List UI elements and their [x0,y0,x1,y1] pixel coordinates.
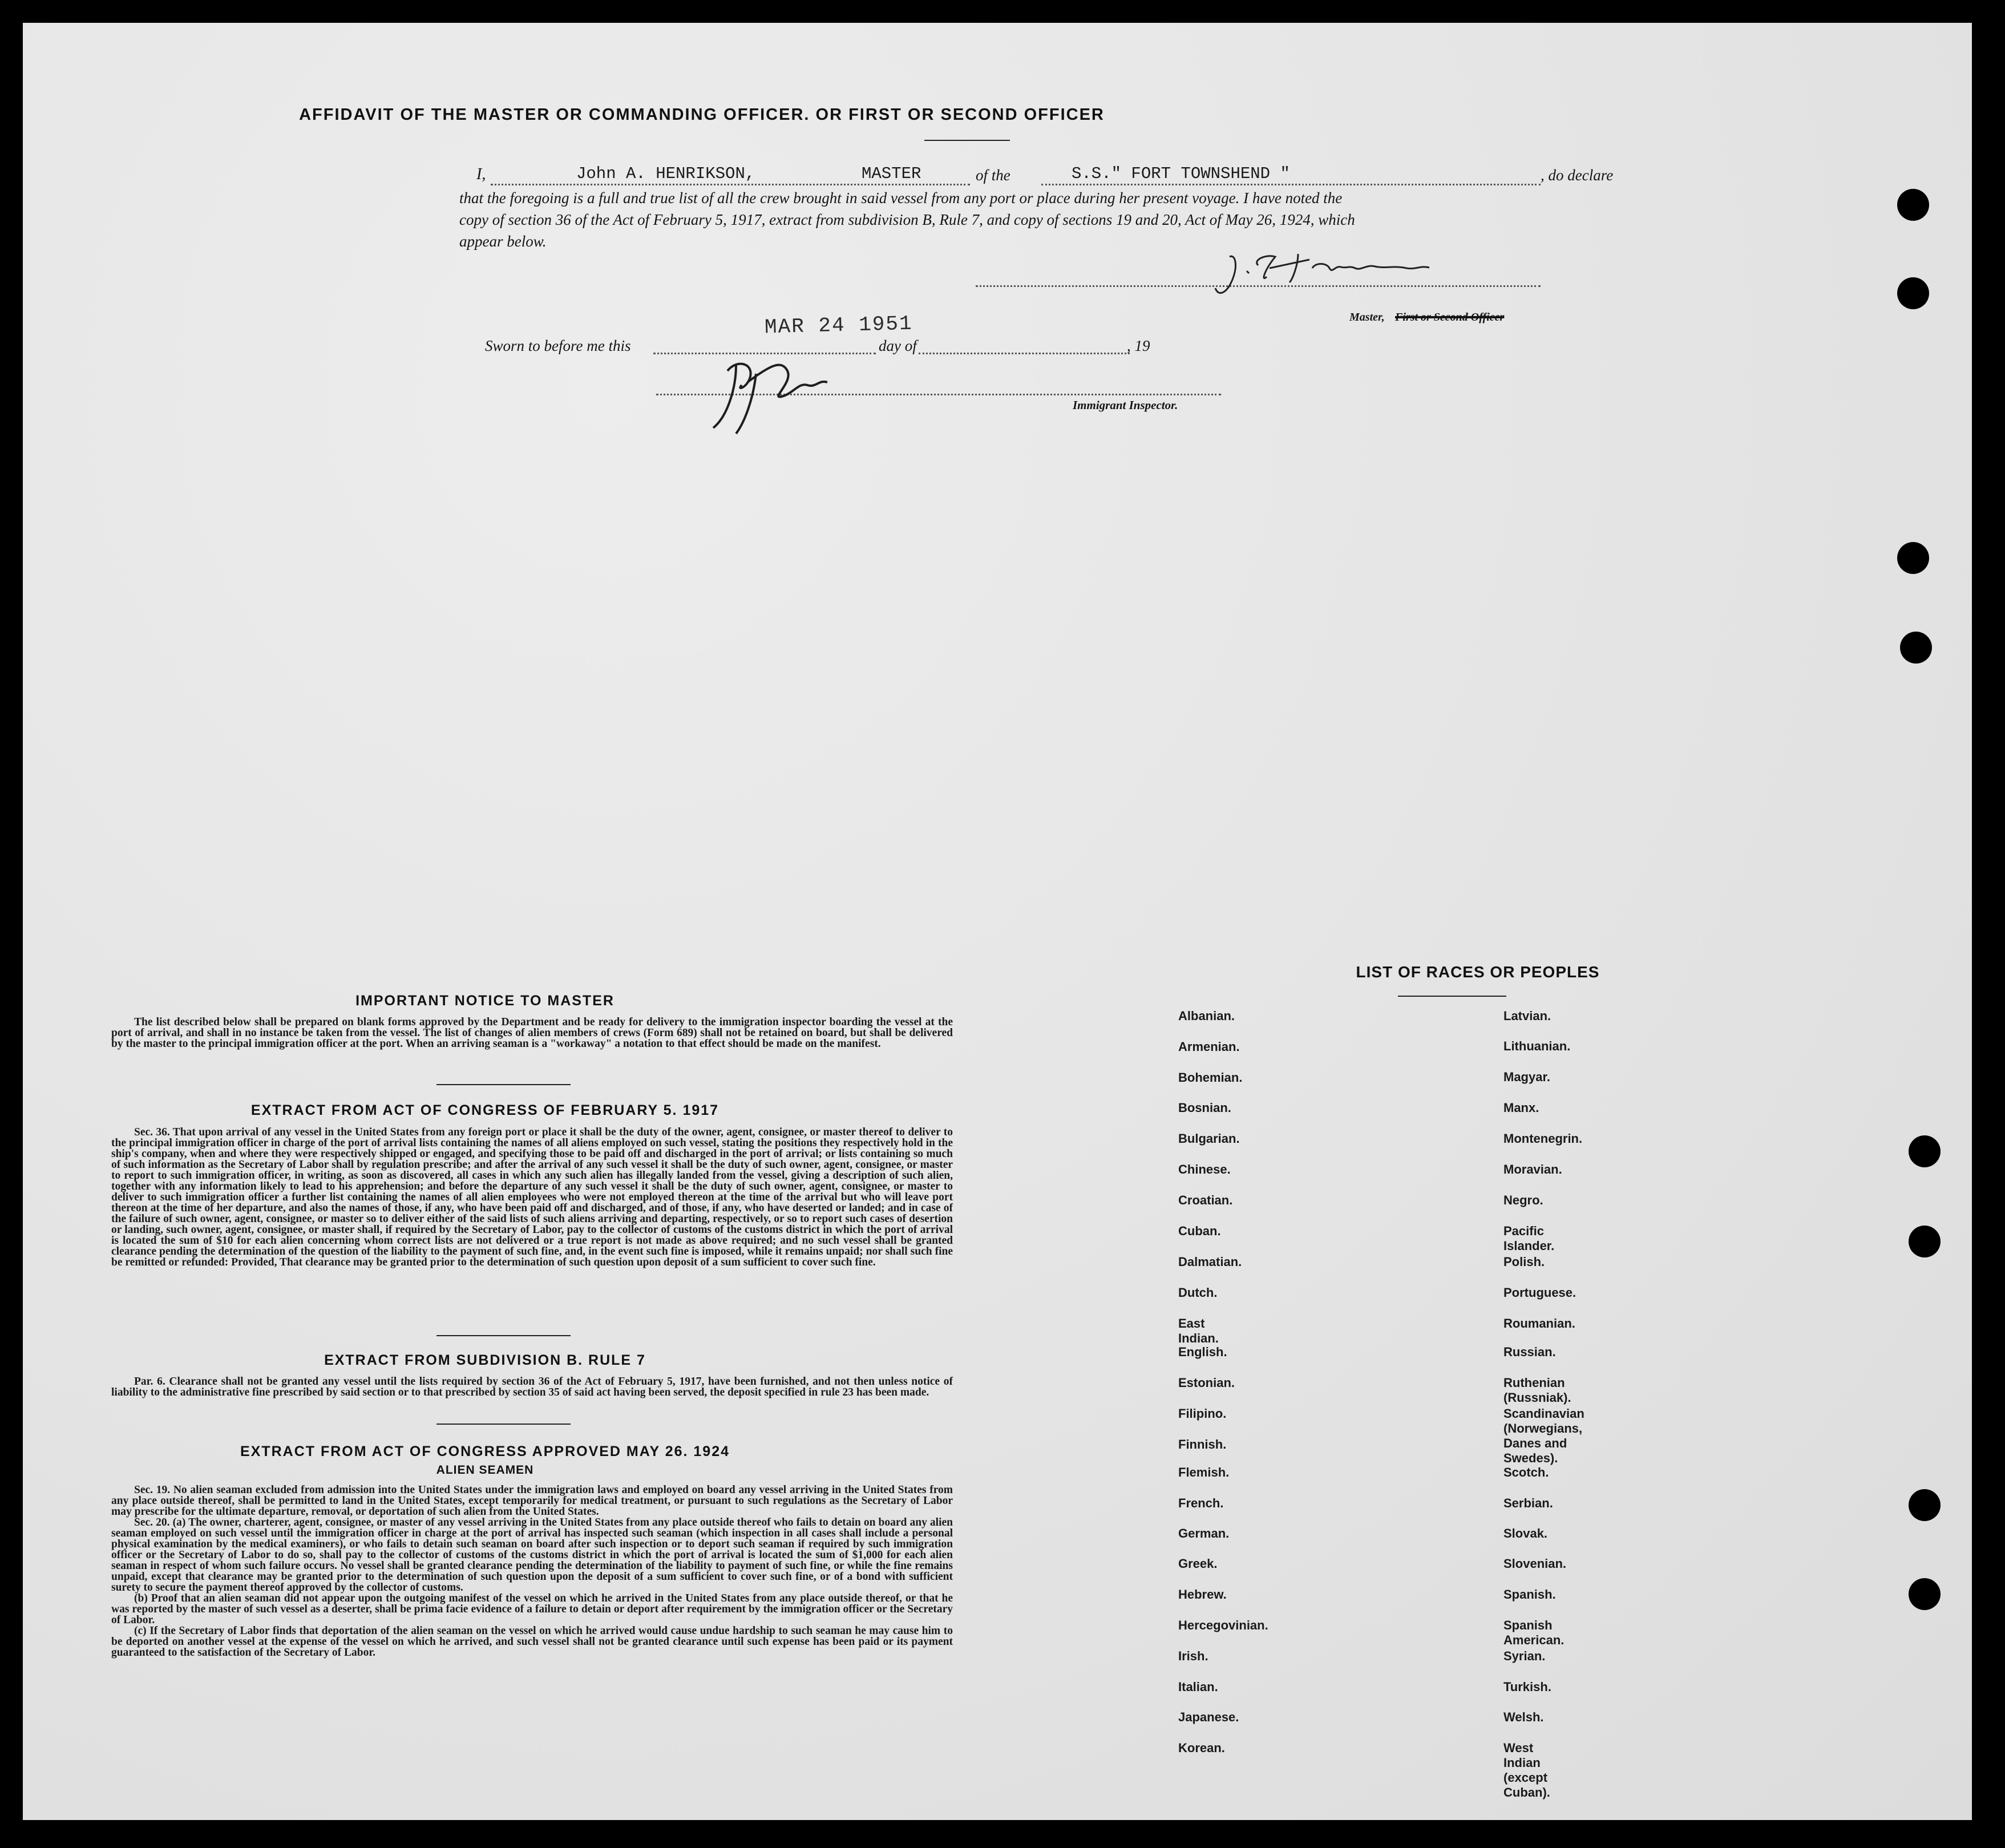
race-item: Scandinavian (Norwegians, Danes and Swedes). [1503,1406,1584,1465]
sworn-prefix: Sworn to before me this [485,337,631,354]
race-item: Chinese. [1178,1162,1231,1176]
race-item: Flemish. [1178,1465,1230,1479]
race-item: Irish. [1178,1649,1208,1663]
inspector-signature [702,348,850,445]
race-item: Hercegovinian. [1178,1618,1268,1632]
race-item: Pacific Islander. [1503,1224,1555,1253]
race-item: Roumanian. [1503,1316,1575,1331]
affidavit-body-line-3: appear below. [459,233,547,250]
race-item: Bohemian. [1178,1070,1243,1085]
race-item: Greek. [1178,1556,1218,1571]
race-item: West Indian (except Cuban). [1503,1741,1550,1800]
race-item: Slovak. [1503,1526,1548,1540]
vessel-line [1041,184,1541,185]
race-item: Portuguese. [1503,1285,1576,1300]
vessel-name: S.S." FORT TOWNSHEND " [1072,164,1290,183]
race-item: Cuban. [1178,1224,1221,1238]
race-item: Dutch. [1178,1285,1218,1300]
affidavit-body-line-2: copy of section 36 of the Act of February 5, 1917, extract from subdivision B, Rule 7, and copy of sections 19 and 20, Act of May 26, 1924, which [459,211,1355,228]
race-item: Magyar. [1503,1070,1550,1084]
master-signature [1212,248,1475,311]
race-item: Bulgarian. [1178,1131,1240,1146]
races-title: LIST OF RACES OR PEOPLES [1356,963,1600,981]
race-item: Ruthenian (Russniak). [1503,1376,1571,1405]
race-item: English. [1178,1345,1227,1359]
race-item: Serbian. [1503,1496,1553,1510]
sec20a-text: Sec. 20. (a) The owner, charterer, agent, consignee, or master of any vessel arriving in the United States from any place outside thereof who fails to detain on board any alien seaman employed on such vessel until the immigration officer in charge at the port of arrival has inspected such seaman (which inspection in all cases shall include a personal physical examination by the medical examiners), or who fails to detain such seaman on board after such inspection or to deport such seaman if required by such immigration officer or the Secretary of Labor to do so, shall pay to the collector of customs of the customs district in which the port of arrival is located the sum of $1,000 for each alien seaman in respect of whom such failure occurs. No vessel shall be granted clearance pending the determination of the liability to payment of such fine, or while the fine remains unpaid, except that clearance may be granted prior to the determination of such question upon the deposit of a sum sufficient to cover such fine, or of a bond with sufficient surety to secure the payment thereof approved by the collector of customs. [111,1517,953,1594]
affidavit-title: AFFIDAVIT OF THE MASTER OR COMMANDING OFFICER. OR FIRST OR SECOND OFFICER [299,106,1105,124]
race-item: Armenian. [1178,1040,1240,1054]
sec19-text: Sec. 19. No alien seaman excluded from admission into the United States under the immigration laws and employed on board any vessel arriving in the United States from any place outside thereof, shall be permitted to land in the United States, except temporarily for medical treatment, or pursuant to such regulations as the Secretary of Labor may prescribe for the ultimate departure, removal, or deportation of such alien from the United States. [111,1484,953,1518]
declare-prefix: I, [476,165,486,183]
officer-caption-struck: First or Second Officer [1395,311,1505,323]
extract-rule7-text: Par. 6. Clearance shall not be granted any vessel until the lists required by section 36 of the Act of February 5, 1917, have been furnished, and not then unless notice of liability to the administrative fine prescribed by said section or to that prescribed by section 35 of said act having been served, the deposit specified in rule 23 has been made. [111,1376,953,1398]
sworn-month-line [919,353,1130,354]
race-item: Moravian. [1503,1162,1562,1176]
extract-1917-divider [436,1335,571,1336]
race-item: Estonian. [1178,1376,1235,1390]
notice-divider [436,1084,571,1085]
race-item: Syrian. [1503,1649,1546,1663]
race-item: Hebrew. [1178,1587,1227,1602]
master-rank: MASTER [862,164,921,183]
race-item: Albanian. [1178,1009,1235,1023]
binder-hole-3 [1897,542,1929,574]
extract-1924-body [111,1485,953,1658]
affidavit-body-line-1: that the foregoing is a full and true list of all the crew brought in said vessel from any port or place during her present voyage. I have noted the [459,189,1343,207]
race-item: Bosnian. [1178,1101,1231,1115]
race-item: Italian. [1178,1680,1218,1694]
races-divider [1398,996,1506,997]
extract-1917-title: EXTRACT FROM ACT OF CONGRESS OF FEBRUARY 5. 1917 [250,1102,719,1118]
title-divider [924,140,1010,141]
binder-hole-7 [1909,1489,1941,1521]
race-item: Spanish American. [1503,1618,1565,1647]
race-item: Filipino. [1178,1406,1227,1421]
date-stamp: MAR 24 1951 [764,312,913,339]
race-item: East Indian. [1178,1316,1219,1345]
race-item: Polish. [1503,1255,1545,1269]
race-item: Negro. [1503,1193,1543,1207]
race-item: Korean. [1178,1741,1225,1755]
notice-title: IMPORTANT NOTICE TO MASTER [355,993,615,1009]
race-item: Finnish. [1178,1437,1227,1451]
race-item: Latvian. [1503,1009,1551,1023]
binder-hole-1 [1897,189,1929,221]
binder-hole-4 [1900,632,1932,664]
affidavit-form-page [23,23,1972,1820]
day-of-label: day of [879,337,917,354]
year-prefix: , 19 [1127,337,1150,354]
extract-rule7-title: EXTRACT FROM SUBDIVISION B. RULE 7 [324,1352,646,1368]
of-the-label: of the [976,167,1010,184]
name-line [491,184,970,185]
extract-1917-text: Sec. 36. That upon arrival of any vessel in the United States from any foreign port or place it shall be the duty of the owner, agent, consignee, or master thereof to deliver to the principal immigration officer in charge of the port of arrival lists containing the names of all aliens employed on such vessel, stating the positions they respectively hold in the ship's company, when and where they were respectively shipped or engaged, and specifying those to be paid off and discharged in the port of arrival; or lists containing so much of such information as the Secretary of Labor shall by regulation prescribe; and after the arrival of any such vessel it shall be the duty of such owner, agent, consignee, or master to report to such immigration officer, in writing, as soon as discovered, all cases in which any such alien has illegally landed from the vessel, giving a description of such alien, together with any information likely to lead to his apprehension; and before the departure of any such vessel it shall be the duty of such owner, agent, consignee, or master to deliver to such immigration officer a further list containing the names of all alien employees who were not employed thereon at the time of the arrival but who will leave port thereon at the time of her departure, and also the names of those, if any, who have been paid off and discharged, and of those, if any, who have deserted or landed; and in case of the failure of such owner, agent, consignee, or master so to deliver either of the said lists of such aliens arriving and departing, respectively, or so to report such cases of desertion or landing, such owner, agent, consignee, or master shall, if required by the Secretary of Labor, pay to the collector of customs of the customs district in which the port of arrival is located the sum of $10 for each alien concerning whom correct lists are not delivered or a true report is not made as above required; and no such vessel shall be granted clearance pending the determination of the question of the liability to the payment of such fine, and, in the event such fine is imposed, while it remains unpaid; nor shall such fine be remitted or refunded: Provided, That clearance may be granted prior to the determination of such question upon deposit of a sum sufficient to cover such fine. [111,1126,953,1268]
binder-hole-6 [1909,1226,1941,1257]
race-item: French. [1178,1496,1224,1510]
race-item: Turkish. [1503,1680,1551,1694]
race-item: Japanese. [1178,1710,1239,1724]
race-item: Welsh. [1503,1710,1544,1724]
sec20b-text: (b) Proof that an alien seaman did not appear upon the outgoing manifest of the vessel on which he arrived in the United States from any place outside thereof, or that he was reported by the master of such vessel as a deserter, shall be prima facie evidence of a failure to detain or deport after requirement by the immigration officer or the Secretary of Labor. [111,1592,953,1626]
extract-1924-title: EXTRACT FROM ACT OF CONGRESS APPROVED MAY 26. 1924 [240,1443,730,1459]
sec20c-text: (c) If the Secretary of Labor finds that deportation of the alien seaman on the vessel on which he arrived would cause undue hardship to such seaman he may cause him to be deported on another vessel at the expense of the vessel on which he arrived, and such vessel shall not be granted clearance until such expense has been paid or its payment guaranteed to the satisfaction of the Secretary of Labor. [111,1625,953,1659]
binder-hole-2 [1897,277,1929,309]
notice-text: The list described below shall be prepared on blank forms approved by the Department and be ready for delivery to the immigration inspector boarding the vessel at the port of arrival, and shall in no instance be taken from the vessel. The list of changes of alien members of crews (Form 689) shall not be retained on board, but shall be delivered by the master to the principal immigration officer at the port. When an arriving seaman is a "workaway" a notation to that effect should be made on the manifest. [111,1016,953,1050]
extract-rule7-divider [436,1424,571,1425]
binder-hole-8 [1909,1578,1941,1610]
race-item: Montenegrin. [1503,1131,1583,1146]
inspector-caption: Immigrant Inspector. [1073,398,1178,412]
race-item: Russian. [1503,1345,1556,1359]
race-item: Manx. [1503,1101,1539,1115]
race-item: Slovenian. [1503,1556,1567,1571]
extract-1924-subtitle: ALIEN SEAMEN [436,1463,534,1477]
race-item: Lithuanian. [1503,1039,1571,1053]
race-item: Croatian. [1178,1193,1233,1207]
master-caption: Master, [1349,311,1385,323]
race-item: Dalmatian. [1178,1255,1242,1269]
race-item: Scotch. [1503,1465,1549,1479]
binder-hole-5 [1909,1135,1941,1167]
race-item: German. [1178,1526,1230,1540]
do-declare-label: , do declare [1541,167,1614,184]
race-item: Spanish. [1503,1587,1556,1602]
master-name: John A. HENRIKSON, [576,164,755,183]
